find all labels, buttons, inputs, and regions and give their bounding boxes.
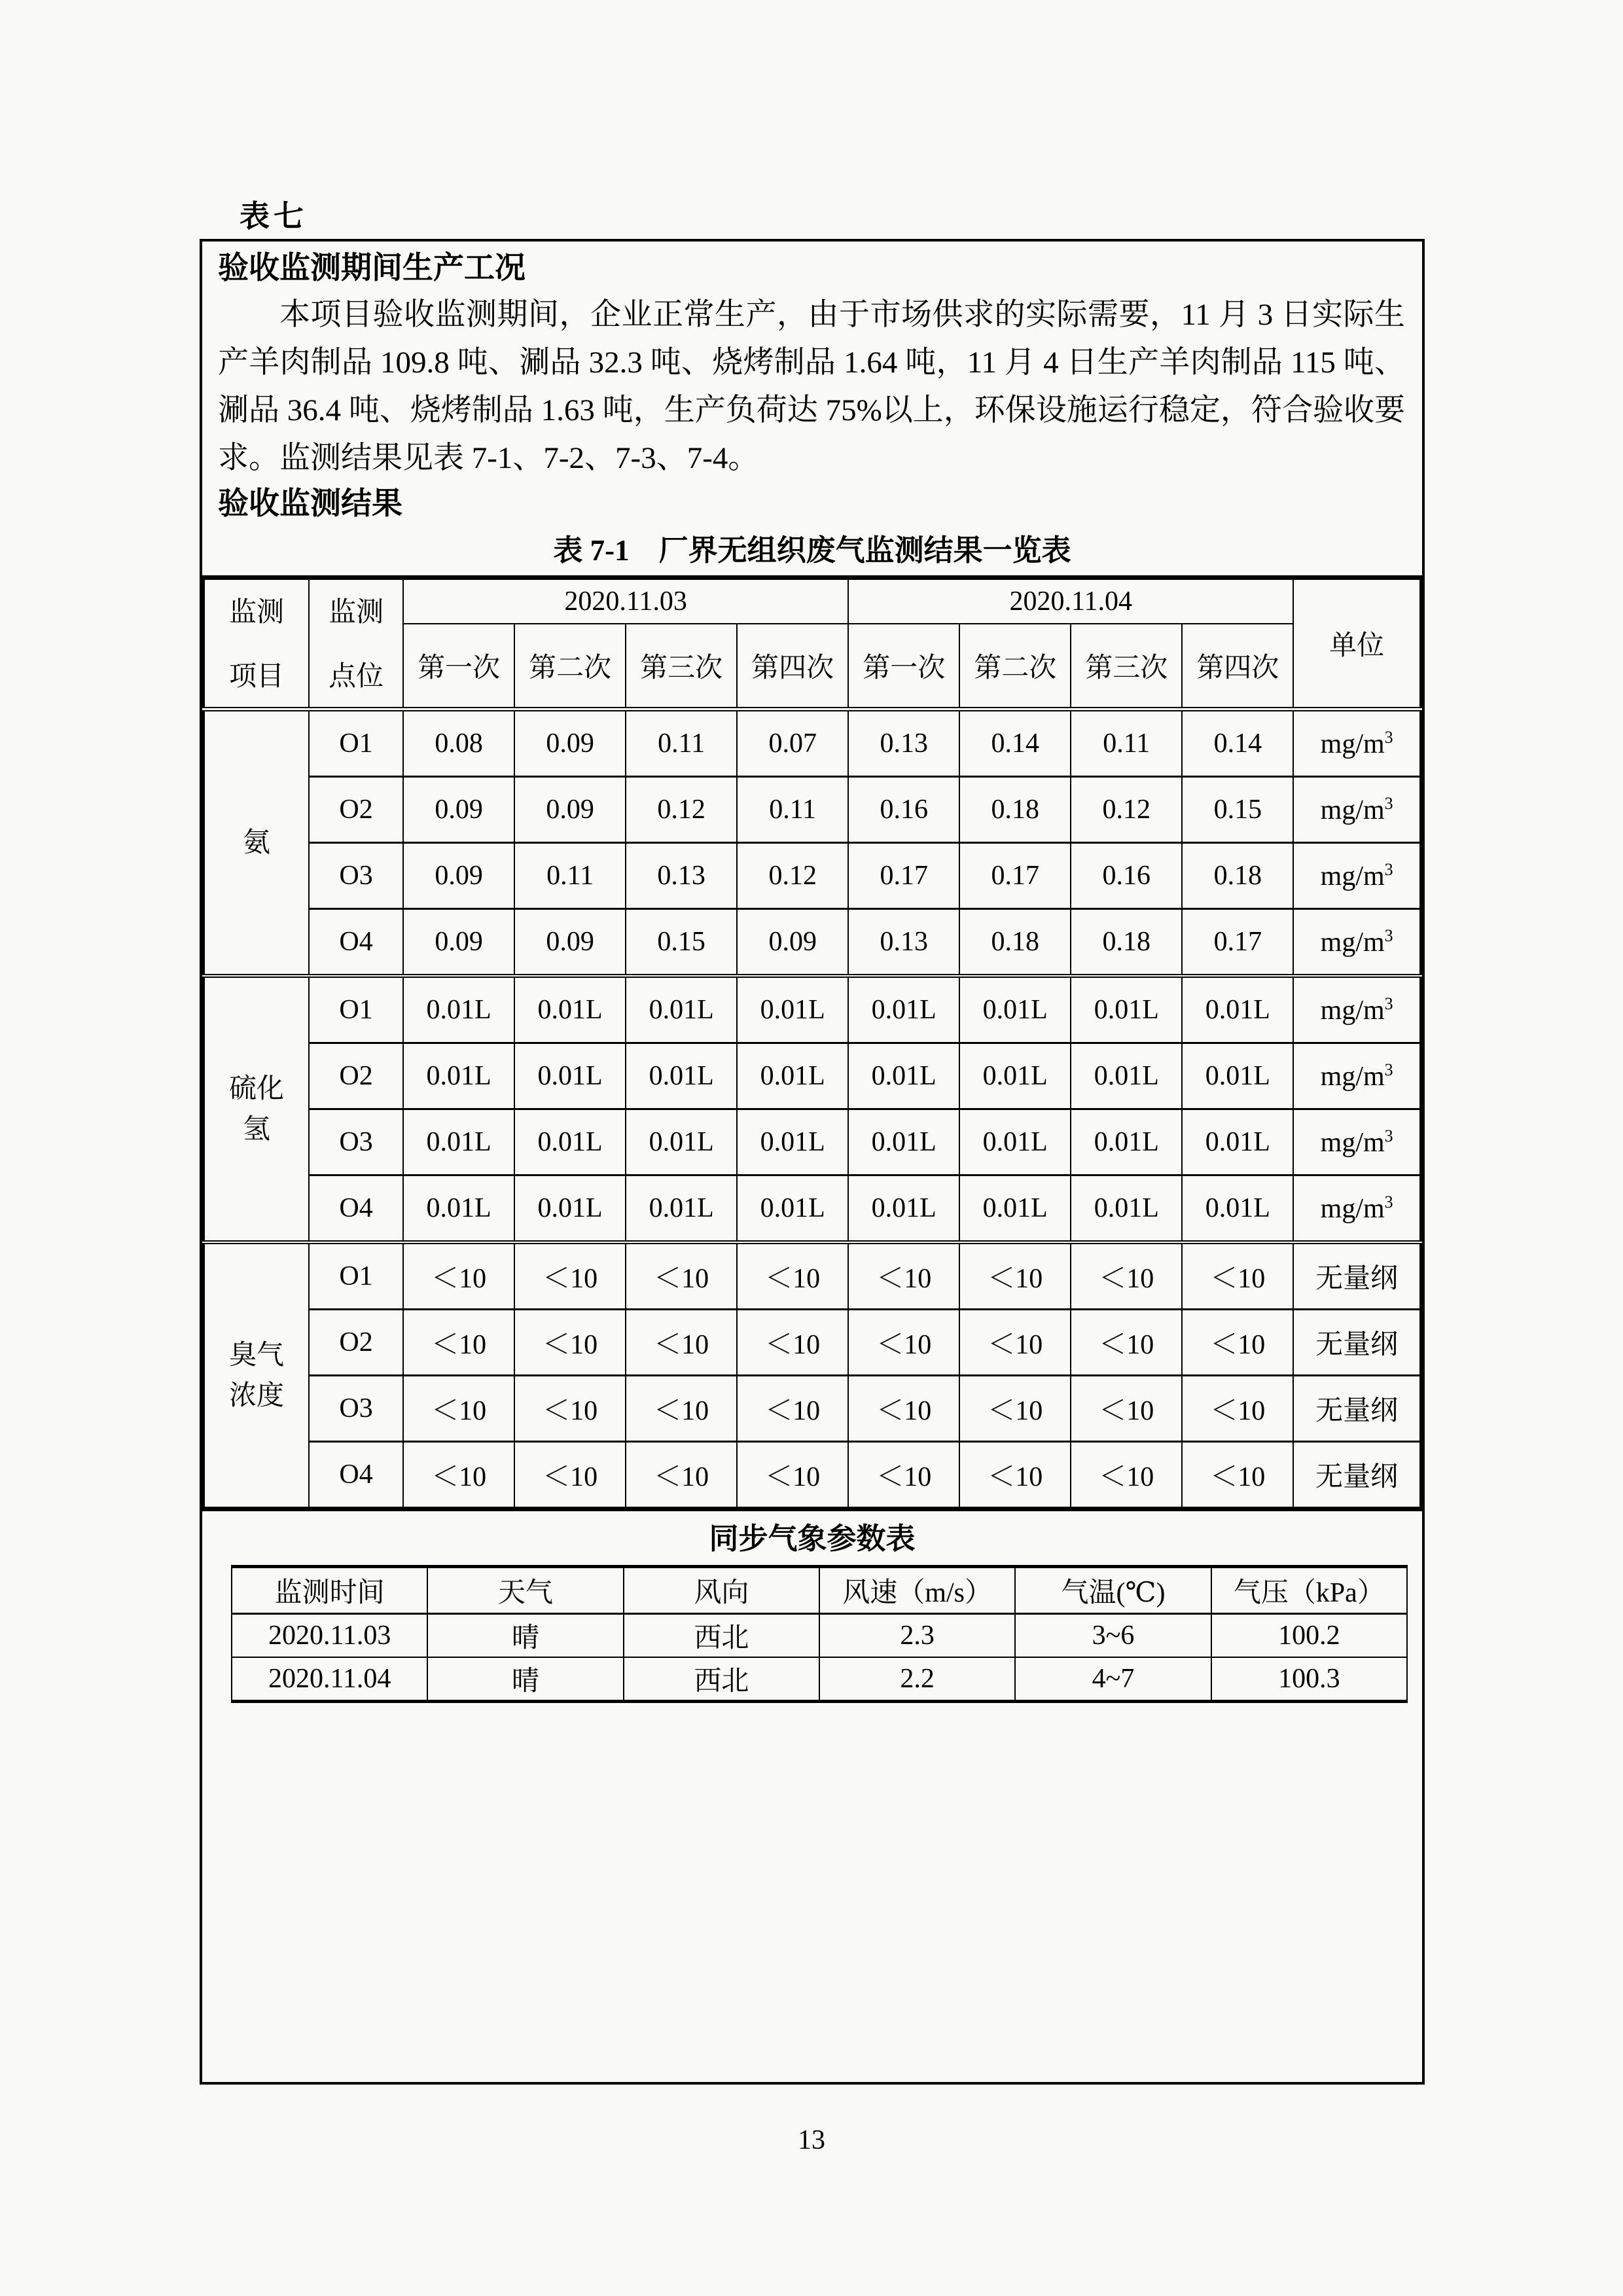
table-row (204, 843, 1421, 909)
unit-cell: 无量纲 (1293, 1376, 1421, 1442)
heading-production-status: 验收监测期间生产工况 (218, 251, 526, 285)
value-cell: 0.17 (848, 843, 959, 909)
value-cell: 0.12 (737, 843, 848, 909)
value-cell: 0.11 (514, 843, 626, 909)
value-cell: 0.01L (737, 1109, 848, 1175)
value-cell: 0.01L (1182, 1175, 1293, 1243)
value-cell: 0.12 (1071, 777, 1182, 843)
value-cell: 0.07 (737, 709, 848, 777)
header-run-cell: 第一次 (403, 624, 514, 709)
header-run-cell: 第二次 (514, 624, 626, 709)
point-cell: O4 (309, 909, 403, 977)
value-cell: 0.18 (959, 777, 1071, 843)
weather-cell: 2.2 (819, 1657, 1015, 1702)
point-cell: O3 (309, 1109, 403, 1175)
weather-row (232, 1657, 1407, 1702)
page-number: 13 (798, 2125, 825, 2155)
value-cell: ＜10 (959, 1376, 1071, 1442)
value-cell: 0.01L (848, 1043, 959, 1109)
weather-header-row (232, 1567, 1407, 1614)
value-cell: ＜10 (959, 1310, 1071, 1376)
value-cell: ＜10 (626, 1442, 737, 1509)
value-cell: ＜10 (848, 1242, 959, 1310)
value-cell: 0.01L (403, 1175, 514, 1243)
value-cell: ＜10 (626, 1242, 737, 1310)
value-cell: 0.01L (1182, 976, 1293, 1043)
value-cell: 0.01L (626, 976, 737, 1043)
unit-cell: $mg/m^3$ (1293, 976, 1421, 1043)
unit-cell: $mg/m^3$ (1293, 1109, 1421, 1175)
header-run-cell: 第一次 (848, 624, 959, 709)
point-cell: O2 (309, 1043, 403, 1109)
unit-cell: $mg/m^3$ (1293, 909, 1421, 977)
value-cell: ＜10 (514, 1242, 626, 1310)
value-cell: 0.13 (848, 709, 959, 777)
value-cell: ＜10 (737, 1376, 848, 1442)
value-cell: 0.14 (959, 709, 1071, 777)
value-cell: 0.09 (514, 709, 626, 777)
weather-cell: 晴 (427, 1657, 623, 1702)
weather-cell: 4~7 (1015, 1657, 1211, 1702)
content-border-box (200, 239, 1425, 2085)
value-cell: 0.01L (626, 1109, 737, 1175)
value-cell: 0.01L (737, 1175, 848, 1243)
pollutant-cell (204, 709, 309, 977)
value-cell: 0.09 (403, 843, 514, 909)
value-cell: 0.01L (848, 1109, 959, 1175)
unit-cell: 无量纲 (1293, 1310, 1421, 1376)
weather-cell: 2020.11.04 (232, 1657, 427, 1702)
value-cell: ＜10 (848, 1310, 959, 1376)
value-cell: 0.01L (737, 1043, 848, 1109)
value-cell: 0.01L (959, 976, 1071, 1043)
point-cell: O4 (309, 1442, 403, 1509)
point-cell: O1 (309, 976, 403, 1043)
value-cell: 0.11 (626, 709, 737, 777)
point-cell: O3 (309, 1376, 403, 1442)
weather-cell: 晴 (427, 1614, 623, 1658)
table-header-row-dates (204, 578, 1421, 624)
value-cell: 0.01L (626, 1175, 737, 1243)
value-cell: ＜10 (1071, 1442, 1182, 1509)
header-monitor-item-line1: 监测 (229, 598, 285, 628)
weather-header-cell: 天气 (427, 1567, 623, 1614)
value-cell: 0.01L (959, 1175, 1071, 1243)
value-cell: 0.18 (1071, 909, 1182, 977)
value-cell: ＜10 (848, 1376, 959, 1442)
value-cell: 0.01L (848, 976, 959, 1043)
pollutant-line: 臭气 (229, 1340, 285, 1371)
table-row (204, 1442, 1421, 1509)
pollutant-cell (204, 1242, 309, 1509)
value-cell: 0.01L (959, 1043, 1071, 1109)
value-cell: 0.09 (403, 777, 514, 843)
point-cell: O3 (309, 843, 403, 909)
value-cell: 0.01L (1071, 1043, 1182, 1109)
value-cell: ＜10 (514, 1442, 626, 1509)
emission-table-title: 表 7-1 厂界无组织废气监测结果一览表 (553, 534, 1071, 567)
unit-cell: $mg/m^3$ (1293, 709, 1421, 777)
value-cell: ＜10 (1182, 1242, 1293, 1310)
point-cell: O1 (309, 709, 403, 777)
value-cell: 0.13 (626, 843, 737, 909)
value-cell: 0.09 (514, 777, 626, 843)
value-cell: 0.01L (403, 1043, 514, 1109)
unit-cell: 无量纲 (1293, 1442, 1421, 1509)
value-cell: 0.09 (737, 909, 848, 977)
unit-cell: 无量纲 (1293, 1242, 1421, 1310)
value-cell: ＜10 (1182, 1310, 1293, 1376)
value-cell: 0.09 (403, 909, 514, 977)
header-run-cell: 第三次 (1071, 624, 1182, 709)
weather-cell: 100.2 (1211, 1614, 1407, 1658)
header-monitor-item-line2: 项目 (229, 662, 285, 692)
value-cell: 0.18 (1182, 843, 1293, 909)
value-cell: 0.01L (1071, 976, 1182, 1043)
value-cell: ＜10 (1182, 1442, 1293, 1509)
table-row (204, 1109, 1421, 1175)
value-cell: 0.01L (403, 976, 514, 1043)
value-cell: ＜10 (403, 1376, 514, 1442)
point-cell: O2 (309, 1310, 403, 1376)
value-cell: ＜10 (626, 1310, 737, 1376)
value-cell: 0.17 (1182, 909, 1293, 977)
value-cell: 0.16 (848, 777, 959, 843)
unit-cell: $mg/m^3$ (1293, 843, 1421, 909)
pollutant-cell (204, 976, 309, 1242)
table-row (204, 976, 1421, 1043)
table-row (204, 709, 1421, 777)
value-cell: 0.01L (959, 1109, 1071, 1175)
header-date-group-1: 2020.11.03 (403, 578, 848, 624)
value-cell: 0.13 (848, 909, 959, 977)
value-cell: ＜10 (403, 1442, 514, 1509)
header-monitor-point-line1: 监测 (329, 598, 384, 628)
value-cell: 0.01L (1071, 1109, 1182, 1175)
emission-results-table (202, 575, 1422, 1511)
value-cell: 0.09 (514, 909, 626, 977)
weather-header-cell: 气温(℃) (1015, 1567, 1211, 1614)
table-row (204, 1242, 1421, 1310)
header-run-cell: 第二次 (959, 624, 1071, 709)
header-monitor-item (204, 578, 309, 709)
weather-cell: 2020.11.03 (232, 1614, 427, 1658)
value-cell: ＜10 (514, 1376, 626, 1442)
value-cell: ＜10 (1182, 1376, 1293, 1442)
value-cell: ＜10 (403, 1310, 514, 1376)
weather-cell: 2.3 (819, 1614, 1015, 1658)
pollutant-line: 氨 (243, 827, 271, 858)
value-cell: ＜10 (737, 1310, 848, 1376)
value-cell: 0.01L (1071, 1175, 1182, 1243)
header-monitor-point (309, 578, 403, 709)
point-cell: O1 (309, 1242, 403, 1310)
value-cell: ＜10 (959, 1242, 1071, 1310)
header-monitor-point-line2: 点位 (329, 662, 384, 692)
value-cell: 0.01L (514, 1043, 626, 1109)
weather-cell: 西北 (624, 1614, 819, 1658)
value-cell: ＜10 (959, 1442, 1071, 1509)
value-cell: 0.01L (403, 1109, 514, 1175)
unit-cell: $mg/m^3$ (1293, 1175, 1421, 1243)
production-status-paragraph: 本项目验收监测期间，企业正常生产，由于市场供求的实际需要，11 月 3 日实际生产羊肉制品 109.8 吨、涮品 32.3 吨、烧烤制品 1.64 吨，11 月 4 日生产羊肉制品 115 吨、涮品 36.4 吨、烧烤制品 1.63 吨，生产负荷达 75%以上，环保设施运行稳定，符合验收要求。监测结果见表 7-1、7-2、7-3、7-4。 (218, 298, 1405, 475)
value-cell: 0.01L (848, 1175, 959, 1243)
pollutant-line: 氢 (243, 1114, 271, 1145)
value-cell: 0.11 (1071, 709, 1182, 777)
table-row (204, 777, 1421, 843)
value-cell: 0.01L (626, 1043, 737, 1109)
heading-monitoring-results: 验收监测结果 (218, 487, 402, 521)
value-cell: 0.01L (514, 1109, 626, 1175)
value-cell: ＜10 (1071, 1376, 1182, 1442)
value-cell: ＜10 (1071, 1310, 1182, 1376)
table-row (204, 1175, 1421, 1243)
pollutant-line: 硫化 (229, 1073, 285, 1104)
value-cell: 0.01L (514, 976, 626, 1043)
weather-params-table (231, 1565, 1408, 1703)
weather-cell: 西北 (624, 1657, 819, 1702)
table-row (204, 1043, 1421, 1109)
weather-header-cell: 气压（kPa） (1211, 1567, 1407, 1614)
table-row (204, 909, 1421, 977)
table-row (204, 1310, 1421, 1376)
weather-row (232, 1614, 1407, 1658)
header-run-cell: 第四次 (1182, 624, 1293, 709)
unit-cell: $mg/m^3$ (1293, 777, 1421, 843)
value-cell: ＜10 (737, 1242, 848, 1310)
weather-header-cell: 风向 (624, 1567, 819, 1614)
weather-header-cell: 监测时间 (232, 1567, 427, 1614)
value-cell: ＜10 (626, 1376, 737, 1442)
point-cell: O4 (309, 1175, 403, 1243)
value-cell: 0.18 (959, 909, 1071, 977)
value-cell: ＜10 (403, 1242, 514, 1310)
weather-table-title: 同步气象参数表 (709, 1522, 916, 1555)
value-cell: 0.16 (1071, 843, 1182, 909)
value-cell: 0.11 (737, 777, 848, 843)
value-cell: 0.01L (514, 1175, 626, 1243)
value-cell: ＜10 (737, 1442, 848, 1509)
value-cell: ＜10 (848, 1442, 959, 1509)
weather-cell: 3~6 (1015, 1614, 1211, 1658)
value-cell: 0.15 (626, 909, 737, 977)
unit-cell: $mg/m^3$ (1293, 1043, 1421, 1109)
value-cell: 0.01L (1182, 1109, 1293, 1175)
value-cell: 0.08 (403, 709, 514, 777)
value-cell: ＜10 (1071, 1242, 1182, 1310)
value-cell: 0.17 (959, 843, 1071, 909)
value-cell: ＜10 (514, 1310, 626, 1376)
header-unit: 单位 (1293, 578, 1421, 709)
value-cell: 0.14 (1182, 709, 1293, 777)
table-row (204, 1376, 1421, 1442)
value-cell: 0.01L (737, 976, 848, 1043)
header-date-group-2: 2020.11.04 (848, 578, 1293, 624)
header-run-cell: 第三次 (626, 624, 737, 709)
value-cell: 0.12 (626, 777, 737, 843)
weather-header-cell: 风速（m/s） (819, 1567, 1015, 1614)
header-run-cell: 第四次 (737, 624, 848, 709)
page-top-label: 表七 (240, 200, 308, 233)
value-cell: 0.15 (1182, 777, 1293, 843)
weather-cell: 100.3 (1211, 1657, 1407, 1702)
pollutant-line: 浓度 (229, 1380, 285, 1411)
value-cell: 0.01L (1182, 1043, 1293, 1109)
point-cell: O2 (309, 777, 403, 843)
